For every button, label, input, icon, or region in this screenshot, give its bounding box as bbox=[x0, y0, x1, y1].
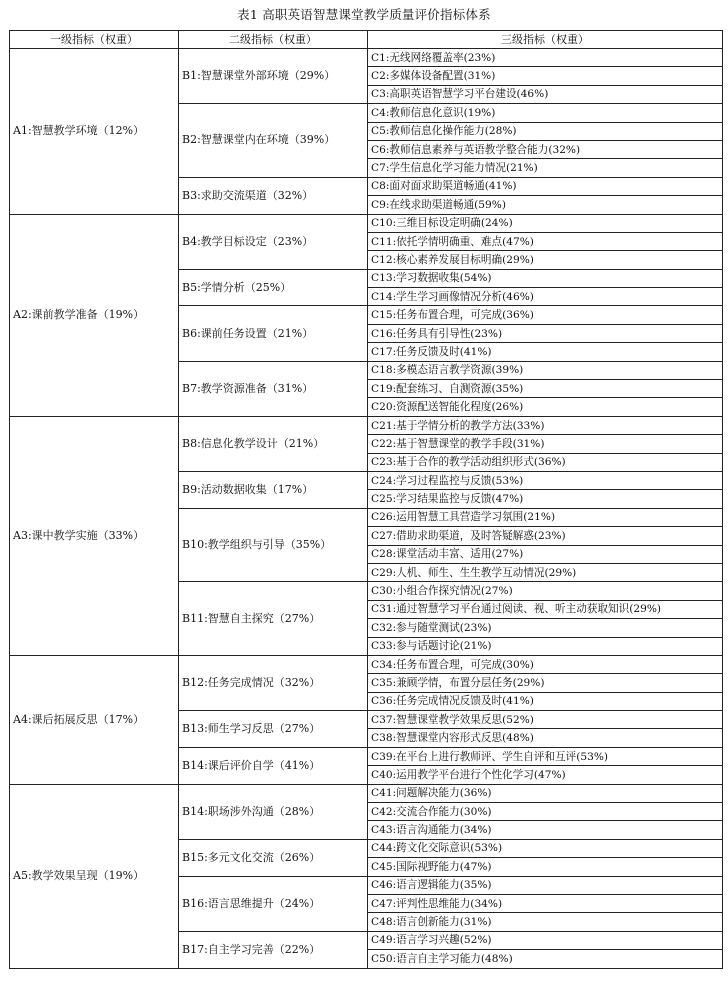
level3-indicator-cell: C41:问题解决能力(36%) bbox=[368, 784, 723, 802]
level3-indicator-cell: C7:学生信息化学习能力情况(21%) bbox=[368, 159, 723, 177]
level1-indicator-cell: A2:课前教学准备（19%） bbox=[10, 214, 179, 416]
table-caption: 表1 高职英语智慧课堂教学质量评价指标体系 bbox=[237, 7, 491, 22]
level3-indicator-cell: C6:教师信息素养与英语教学整合能力(32%) bbox=[368, 140, 723, 158]
level3-indicator-cell: C20:资源配送智能化程度(26%) bbox=[368, 398, 723, 416]
level3-indicator-cell: C26:运用智慧工具营造学习氛围(21%) bbox=[368, 508, 723, 526]
level2-indicator-cell: B17:自主学习完善（22%） bbox=[179, 931, 368, 968]
level3-indicator-cell: C11:依托学情明确重、难点(47%) bbox=[368, 232, 723, 250]
level3-indicator-cell: C12:核心素养发展目标明确(29%) bbox=[368, 251, 723, 269]
level2-indicator-cell: B13:师生学习反思（27%） bbox=[179, 711, 368, 748]
level3-indicator-cell: C49:语言学习兴趣(52%) bbox=[368, 931, 723, 949]
level3-indicator-cell: C4:教师信息化意识(19%) bbox=[368, 104, 723, 122]
level3-indicator-cell: C18:多模态语言教学资源(39%) bbox=[368, 361, 723, 379]
level3-indicator-cell: C39:在平台上进行教师评、学生自评和互评(53%) bbox=[368, 747, 723, 765]
level3-indicator-cell: C22:基于智慧课堂的教学手段(31%) bbox=[368, 435, 723, 453]
level3-indicator-cell: C44:跨文化交际意识(53%) bbox=[368, 839, 723, 857]
level2-indicator-cell: B12:任务完成情况（32%） bbox=[179, 655, 368, 710]
level3-indicator-cell: C40:运用教学平台进行个性化学习(47%) bbox=[368, 766, 723, 784]
level3-indicator-cell: C24:学习过程监控与反馈(53%) bbox=[368, 471, 723, 489]
level2-indicator-cell: B8:信息化教学设计（21%） bbox=[179, 416, 368, 471]
table-row bbox=[10, 49, 723, 67]
level3-indicator-cell: C34:任务布置合理，可完成(30%) bbox=[368, 655, 723, 673]
level2-indicator-cell: B10:教学组织与引导（35%） bbox=[179, 508, 368, 582]
level2-indicator-cell: B15:多元文化交流（26%） bbox=[179, 839, 368, 876]
table-header-row bbox=[10, 31, 723, 49]
level3-indicator-cell: C35:兼顾学情，布置分层任务(29%) bbox=[368, 674, 723, 692]
level2-header: 二级指标（权重） bbox=[179, 31, 368, 49]
level3-indicator-cell: C3:高职英语智慧学习平台建设(46%) bbox=[368, 85, 723, 103]
level3-indicator-cell: C42:交流合作能力(30%) bbox=[368, 803, 723, 821]
level3-indicator-cell: C45:国际视野能力(47%) bbox=[368, 858, 723, 876]
level3-indicator-cell: C2:多媒体设备配置(31%) bbox=[368, 67, 723, 85]
level3-indicator-cell: C46:语言逻辑能力(35%) bbox=[368, 876, 723, 894]
level3-indicator-cell: C29:人机、师生、生生教学互动情况(29%) bbox=[368, 563, 723, 581]
level3-indicator-cell: C1:无线网络覆盖率(23%) bbox=[368, 49, 723, 67]
level2-indicator-cell: B16:语言思维提升（24%） bbox=[179, 876, 368, 931]
level2-indicator-cell: B9:活动数据收集（17%） bbox=[179, 471, 368, 508]
table-body bbox=[10, 49, 723, 969]
table-row bbox=[10, 214, 723, 232]
level3-indicator-cell: C33:参与话题讨论(21%) bbox=[368, 637, 723, 655]
level3-indicator-cell: C17:任务反馈及时(41%) bbox=[368, 343, 723, 361]
level3-indicator-cell: C21:基于学情分析的教学方法(33%) bbox=[368, 416, 723, 434]
level3-indicator-cell: C5:教师信息化操作能力(28%) bbox=[368, 122, 723, 140]
level1-indicator-cell: A4:课后拓展反思（17%） bbox=[10, 655, 179, 784]
indicator-table bbox=[9, 30, 723, 969]
level3-indicator-cell: C37:智慧课堂教学效果反思(52%) bbox=[368, 711, 723, 729]
level3-indicator-cell: C27:借助求助渠道，及时答疑解惑(23%) bbox=[368, 527, 723, 545]
level3-indicator-cell: C16:任务具有引导性(23%) bbox=[368, 324, 723, 342]
level2-indicator-cell: B5:学情分析（25%） bbox=[179, 269, 368, 306]
level2-indicator-cell: B6:课前任务设置（21%） bbox=[179, 306, 368, 361]
level3-indicator-cell: C15:任务布置合理，可完成(36%) bbox=[368, 306, 723, 324]
level3-header: 三级指标（权重） bbox=[368, 31, 723, 49]
level2-indicator-cell: B3:求助交流渠道（32%） bbox=[179, 177, 368, 214]
level2-indicator-cell: B11:智慧自主探究（27%） bbox=[179, 582, 368, 656]
level3-indicator-cell: C8:面对面求助渠道畅通(41%) bbox=[368, 177, 723, 195]
table-row bbox=[10, 416, 723, 434]
level3-indicator-cell: C10:三维目标设定明确(24%) bbox=[368, 214, 723, 232]
level3-indicator-cell: C28:课堂活动丰富、适用(27%) bbox=[368, 545, 723, 563]
level3-indicator-cell: C50:语言自主学习能力(48%) bbox=[368, 950, 723, 968]
level3-indicator-cell: C31:通过智慧学习平台通过阅读、视、听主动获取知识(29%) bbox=[368, 600, 723, 618]
level1-indicator-cell: A5:教学效果呈现（19%） bbox=[10, 784, 179, 968]
level1-indicator-cell: A3:课中教学实施（33%） bbox=[10, 416, 179, 655]
level1-header: 一级指标（权重） bbox=[10, 31, 179, 49]
level2-indicator-cell: B4:教学目标设定（23%） bbox=[179, 214, 368, 269]
level3-indicator-cell: C30:小组合作探究情况(27%) bbox=[368, 582, 723, 600]
level2-indicator-cell: B2:智慧课堂内在环境（39%） bbox=[179, 104, 368, 178]
level3-indicator-cell: C43:语言沟通能力(34%) bbox=[368, 821, 723, 839]
level2-indicator-cell: B7:教学资源准备（31%） bbox=[179, 361, 368, 416]
level1-indicator-cell: A1:智慧教学环境（12%） bbox=[10, 49, 179, 215]
level3-indicator-cell: C48:语言创新能力(31%) bbox=[368, 913, 723, 931]
table-row bbox=[10, 784, 723, 802]
table-row bbox=[10, 655, 723, 673]
level3-indicator-cell: C23:基于合作的教学活动组织形式(36%) bbox=[368, 453, 723, 471]
level3-indicator-cell: C38:智慧课堂内容形式反思(48%) bbox=[368, 729, 723, 747]
level3-indicator-cell: C13:学习数据收集(54%) bbox=[368, 269, 723, 287]
level3-indicator-cell: C9:在线求助渠道畅通(59%) bbox=[368, 196, 723, 214]
level3-indicator-cell: C25:学习结果监控与反馈(47%) bbox=[368, 490, 723, 508]
level3-indicator-cell: C47:评判性思维能力(34%) bbox=[368, 894, 723, 912]
level3-indicator-cell: C14:学生学习画像情况分析(46%) bbox=[368, 288, 723, 306]
level3-indicator-cell: C36:任务完成情况反馈及时(41%) bbox=[368, 692, 723, 710]
level2-indicator-cell: B14:课后评价自学（41%） bbox=[179, 747, 368, 784]
level3-indicator-cell: C32:参与随堂测试(23%) bbox=[368, 619, 723, 637]
level3-indicator-cell: C19:配套练习、自测资源(35%) bbox=[368, 380, 723, 398]
level2-indicator-cell: B14:职场涉外沟通（28%） bbox=[179, 784, 368, 839]
level2-indicator-cell: B1:智慧课堂外部环境（29%） bbox=[179, 49, 368, 104]
